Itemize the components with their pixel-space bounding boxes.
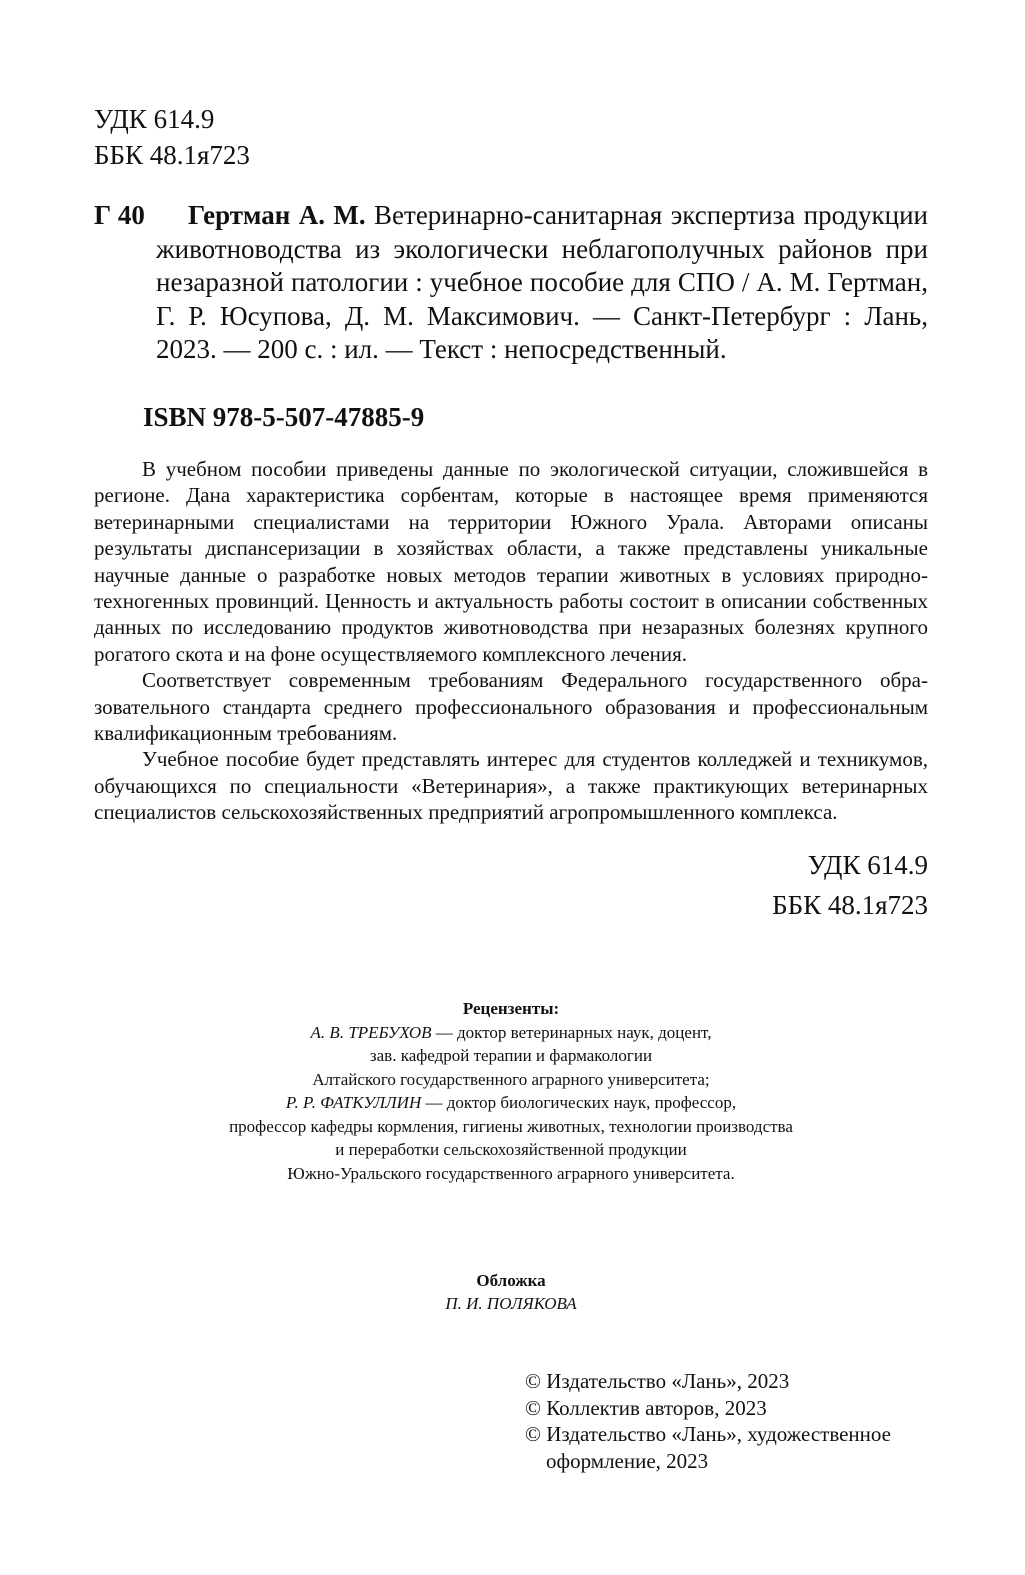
reviewer-name: Р. Р. ФАТКУЛЛИН bbox=[285, 1093, 422, 1112]
cover-designer: П. И. ПОЛЯКОВА bbox=[445, 1294, 577, 1313]
bibliographic-description bbox=[156, 199, 928, 367]
annotation-paragraph: Соответствует современным требованиям Федерального государственного образовательного стандарта среднего профессионального образования и профессиональным квалификационным требованиям. bbox=[94, 668, 928, 746]
reviewer-line: зав. кафедрой терапии и фармакологии bbox=[369, 1046, 653, 1065]
catalog-code: Г 40 bbox=[94, 200, 145, 230]
bbk-code: ББК 48.1я723 bbox=[772, 890, 928, 920]
reviewer-title: — доктор ветеринарных наук, доцент, bbox=[431, 1022, 712, 1042]
catalog-author: Гертман А. М. bbox=[188, 200, 366, 230]
copyright-block bbox=[525, 1368, 930, 1474]
classification-codes-top bbox=[94, 101, 250, 173]
cover-credit bbox=[94, 1269, 928, 1315]
isbn: ISBN 978-5-507-47885-9 bbox=[143, 402, 425, 432]
copyright-line: оформление, 2023 bbox=[546, 1448, 709, 1473]
reviewer-line bbox=[94, 1021, 928, 1045]
reviewer-line: Алтайского государственного аграрного университета; bbox=[312, 1069, 710, 1089]
reviewers-heading: Рецензенты: bbox=[462, 999, 560, 1018]
copyright-line: © Издательство «Лань», 2023 bbox=[525, 1369, 790, 1393]
annotation bbox=[94, 456, 928, 826]
annotation-paragraph: Учебное пособие будет представлять интерес для студентов колледжей и техникумов, обучающихся по специальности «Ветеринария», а также практикующих ветеринарных специалистов сельскохозяйственных предприятий агропромышленного комплекса. bbox=[94, 747, 928, 825]
copyright-line: © Коллектив авторов, 2023 bbox=[525, 1395, 767, 1420]
reviewer-name: А. В. ТРЕБУХОВ bbox=[310, 1022, 432, 1042]
classification-codes-bottom bbox=[600, 845, 928, 925]
udk-code: УДК 614.9 bbox=[807, 850, 928, 880]
reviewer-line: Южно-Уральского государственного аграрного университета. bbox=[287, 1163, 735, 1183]
reviewer-line bbox=[94, 1091, 928, 1115]
bbk-code: ББК 48.1я723 bbox=[94, 140, 250, 170]
annotation-paragraph: В учебном пособии приведены данные по экологической ситуации, сложившейся в регионе. Дана характеристика сорбентам, которые в настоящее время применяются ветеринарными специалистами на территории Южного Урала. Авторами описаны результаты диспансеризации в хозяйствах области, а также представлены уникальные научные данные о разработке новых методов терапии животных в условиях природно-техногенных провинций. Ценность и актуальность работы состоит в описании собственных данных по исследованию продуктов животноводства при незаразных болезнях крупного рогатого скота и на фоне осуществляемого комплексного лечения. bbox=[94, 457, 928, 666]
catalog-description: Ветеринарно-санитарная экспертиза продукции животноводства из экологически неблагополучных районов при незаразной патологии : учебное пособие для СПО / А. М. Гертман, Г. Р. Юсупова, Д. М. Максимович. — Санкт-Петербург : Лань, 2023. — 200 с. : ил. — Текст : непосредственный. bbox=[156, 200, 928, 364]
reviewers-block bbox=[94, 997, 928, 1185]
reviewer-line: профессор кафедры кормления, гигиены животных, технологии производства bbox=[229, 1116, 793, 1136]
reviewer-title: — доктор биологических наук, профессор, bbox=[421, 1093, 737, 1112]
reviewer-line: и переработки сельскохозяйственной продукции bbox=[335, 1140, 687, 1159]
udk-code: УДК 614.9 bbox=[94, 104, 215, 134]
cover-heading: Обложка bbox=[476, 1271, 546, 1290]
copyright-line: © Издательство «Лань», художественное bbox=[525, 1422, 891, 1446]
